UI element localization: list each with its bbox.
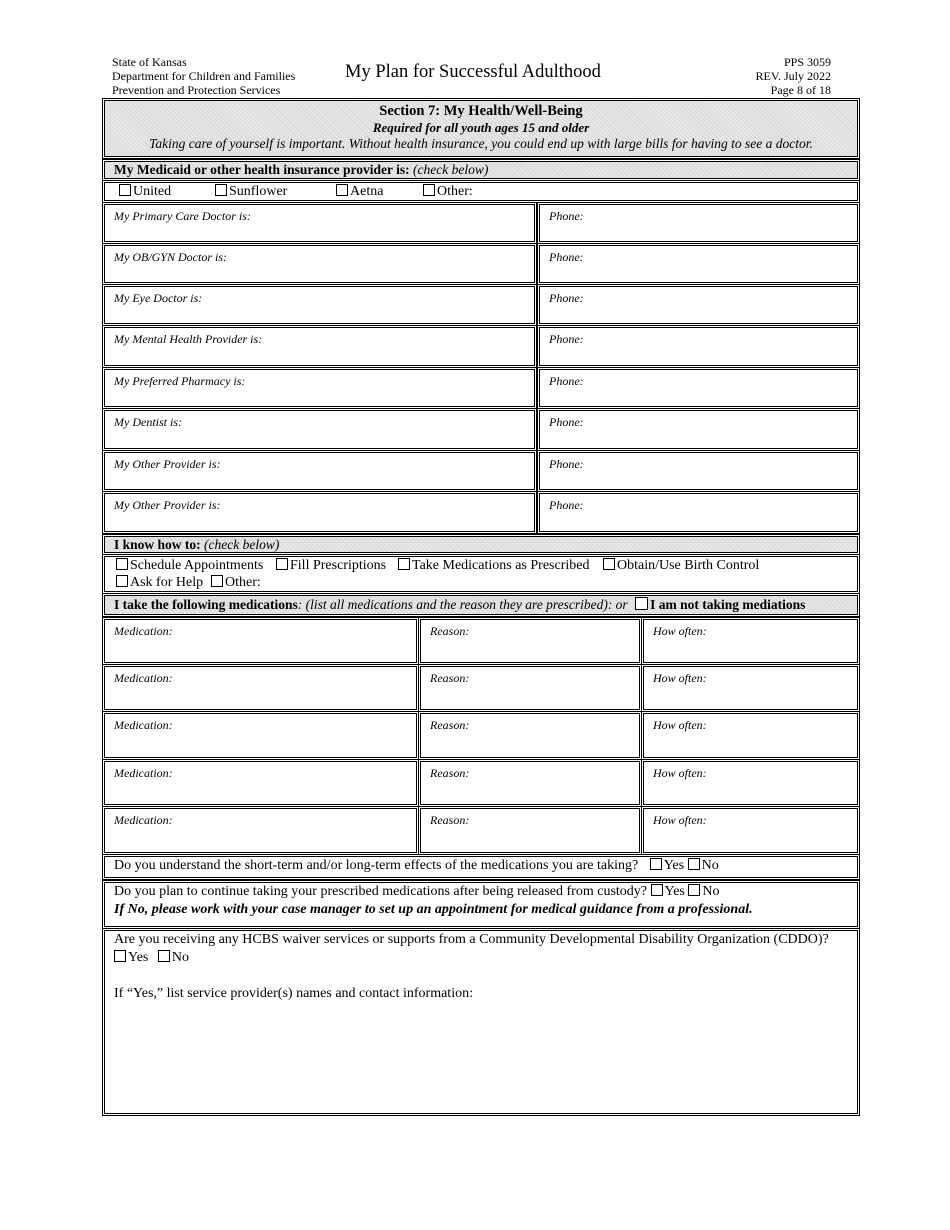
- know-how-option-take-medications[interactable]: Take Medications as Prescribed: [398, 558, 589, 574]
- checkbox[interactable]: [688, 858, 700, 870]
- question-continue-medications: [104, 882, 858, 927]
- provider-name-field[interactable]: My Preferred Pharmacy is:: [104, 369, 535, 407]
- no-option[interactable]: No: [688, 858, 719, 873]
- insurance-header-note: (check below): [413, 162, 489, 177]
- medication-field[interactable]: Medication:: [104, 713, 417, 758]
- followup-text: If “Yes,” list service provider(s) names and contact information:: [114, 986, 473, 1001]
- checkbox[interactable]: [603, 558, 615, 570]
- yes-option[interactable]: Yes: [650, 858, 684, 873]
- provider-phone-field[interactable]: Phone:: [539, 245, 858, 283]
- how-often-field[interactable]: How often:: [643, 713, 858, 758]
- checkbox[interactable]: [651, 884, 663, 896]
- checkbox[interactable]: [119, 184, 131, 196]
- provider-name-field[interactable]: My Other Provider is:: [104, 452, 535, 490]
- agency-state: State of Kansas: [112, 55, 187, 69]
- question-text: Are you receiving any HCBS waiver services or supports from a Community Developmental Disability Organization (CDDO)?: [114, 932, 829, 947]
- checkbox[interactable]: [215, 184, 227, 196]
- provider-name-field[interactable]: My Dentist is:: [104, 410, 535, 449]
- agency-header: [112, 55, 295, 97]
- section-intro: Taking care of yourself is important. Without health insurance, you could end up with large bills for having to see a doctor.: [149, 136, 813, 151]
- checkbox[interactable]: [650, 858, 662, 870]
- provider-name-field[interactable]: My Other Provider is:: [104, 493, 535, 532]
- checkbox[interactable]: [635, 597, 648, 610]
- medication-field[interactable]: Medication:: [104, 666, 417, 710]
- provider-phone-field[interactable]: Phone:: [539, 493, 858, 532]
- checkbox[interactable]: [336, 184, 348, 196]
- provider-name-field[interactable]: My Eye Doctor is:: [104, 286, 535, 324]
- agency-department: Department for Children and Families: [112, 69, 296, 83]
- checkbox[interactable]: [116, 558, 128, 570]
- provider-info-area[interactable]: [105, 1006, 857, 1113]
- insurance-options: [104, 182, 858, 201]
- how-often-field[interactable]: How often:: [643, 808, 858, 853]
- provider-phone-field[interactable]: Phone:: [539, 327, 858, 366]
- form-number: PPS 3059: [783, 55, 831, 69]
- reason-field[interactable]: Reason:: [420, 713, 640, 758]
- medications-header-note: : (list all medications and the reason they are prescribed): or: [297, 597, 628, 612]
- medication-field[interactable]: Medication:: [104, 761, 417, 805]
- question-hcbs-services: [104, 930, 858, 1114]
- provider-phone-field[interactable]: Phone:: [539, 286, 858, 324]
- guidance-note: If No, please work with your case manager to set up an appointment for medical guidance from a professional.: [114, 902, 753, 917]
- section-header: [104, 100, 858, 157]
- reason-field[interactable]: Reason:: [420, 619, 640, 663]
- page-number: Page 8 of 18: [770, 83, 831, 97]
- provider-phone-field[interactable]: Phone:: [539, 452, 858, 490]
- checkbox[interactable]: [276, 558, 288, 570]
- know-how-options: [104, 556, 858, 592]
- checkbox[interactable]: [423, 184, 435, 196]
- insurance-header: [104, 161, 858, 179]
- know-how-header: [104, 536, 858, 553]
- section-subtitle: Required for all youth ages 15 and older: [372, 120, 590, 135]
- know-how-option-other[interactable]: Other:: [211, 575, 261, 591]
- medications-header-label: I take the following medications: [114, 597, 298, 612]
- medication-field[interactable]: Medication:: [104, 619, 417, 663]
- know-how-header-note: (check below): [204, 537, 280, 552]
- provider-name-field[interactable]: My Mental Health Provider is:: [104, 327, 535, 366]
- checkbox[interactable]: [114, 950, 126, 962]
- insurance-header-label: My Medicaid or other health insurance provider is:: [114, 162, 410, 177]
- provider-phone-field[interactable]: Phone:: [539, 369, 858, 407]
- no-option[interactable]: No: [158, 950, 189, 965]
- no-option[interactable]: No: [688, 884, 719, 899]
- know-how-option-prescriptions[interactable]: Fill Prescriptions: [276, 558, 386, 574]
- provider-name-field[interactable]: My OB/GYN Doctor is:: [104, 245, 535, 283]
- know-how-option-ask-help[interactable]: Ask for Help: [116, 575, 203, 591]
- how-often-field[interactable]: How often:: [643, 761, 858, 805]
- know-how-option-birth-control[interactable]: Obtain/Use Birth Control: [603, 558, 759, 574]
- provider-name-field[interactable]: My Primary Care Doctor is:: [104, 204, 535, 242]
- checkbox[interactable]: [158, 950, 170, 962]
- form-revision: REV. July 2022: [755, 69, 831, 83]
- provider-phone-field[interactable]: Phone:: [539, 204, 858, 242]
- checkbox[interactable]: [211, 575, 223, 587]
- know-how-option-schedule[interactable]: Schedule Appointments: [116, 558, 263, 574]
- provider-phone-field[interactable]: Phone:: [539, 410, 858, 449]
- insurance-option-united[interactable]: United: [119, 184, 171, 200]
- reason-field[interactable]: Reason:: [420, 808, 640, 853]
- not-taking-option[interactable]: I am not taking mediations: [635, 597, 805, 612]
- yes-option[interactable]: Yes: [651, 884, 685, 899]
- reason-field[interactable]: Reason:: [420, 761, 640, 805]
- how-often-field[interactable]: How often:: [643, 666, 858, 710]
- insurance-option-sunflower[interactable]: Sunflower: [215, 184, 287, 200]
- insurance-option-other[interactable]: Other:: [423, 184, 473, 200]
- question-text: Do you understand the short-term and/or long-term effects of the medications you are taking?: [114, 858, 639, 873]
- checkbox[interactable]: [116, 575, 128, 587]
- question-understand-effects: [104, 856, 858, 878]
- section-title: Section 7: My Health/Well-Being: [379, 103, 583, 119]
- insurance-option-aetna[interactable]: Aetna: [336, 184, 383, 200]
- know-how-header-label: I know how to:: [114, 537, 201, 552]
- medications-header: [104, 595, 858, 615]
- how-often-field[interactable]: How often:: [643, 619, 858, 663]
- agency-division: Prevention and Protection Services: [112, 83, 281, 97]
- checkbox[interactable]: [688, 884, 700, 896]
- form-info: [756, 55, 831, 97]
- reason-field[interactable]: Reason:: [420, 666, 640, 710]
- document-title: My Plan for Successful Adulthood: [345, 62, 601, 82]
- medication-field[interactable]: Medication:: [104, 808, 417, 853]
- checkbox[interactable]: [398, 558, 410, 570]
- question-text: Do you plan to continue taking your prescribed medications after being released from custody?: [114, 884, 647, 899]
- yes-option[interactable]: Yes: [114, 950, 148, 965]
